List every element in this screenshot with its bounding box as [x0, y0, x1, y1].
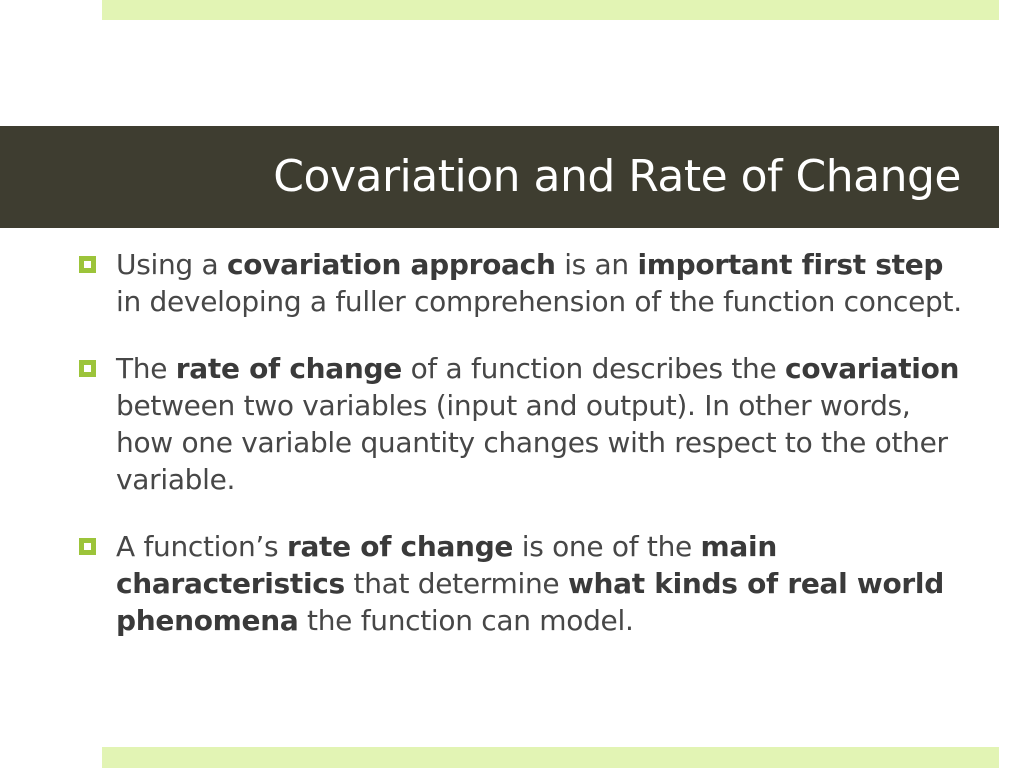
bullet-text: Using a covariation approach is an important first step in developing a fuller comprehension of the function concept. [116, 248, 962, 318]
bottom-accent-band [102, 747, 999, 768]
bullet-text: The rate of change of a function describes the covariation between two variables (input and output). In other words, how one variable quantity changes with respect to the other variable. [116, 352, 960, 496]
square-bullet-icon [79, 256, 96, 273]
square-bullet-icon [79, 538, 96, 555]
bullet-item-1 [78, 246, 968, 320]
title-bar [0, 126, 999, 228]
top-accent-band [102, 0, 999, 20]
bullet-list [78, 246, 968, 669]
bullet-text: A function’s rate of change is one of the main characteristics that determine what kinds of real world phenomena the function can model. [116, 530, 944, 637]
bullet-item-3 [78, 528, 968, 639]
square-bullet-icon [79, 360, 96, 377]
slide-title: Covariation and Rate of Change [273, 151, 961, 202]
bullet-item-2 [78, 350, 968, 498]
